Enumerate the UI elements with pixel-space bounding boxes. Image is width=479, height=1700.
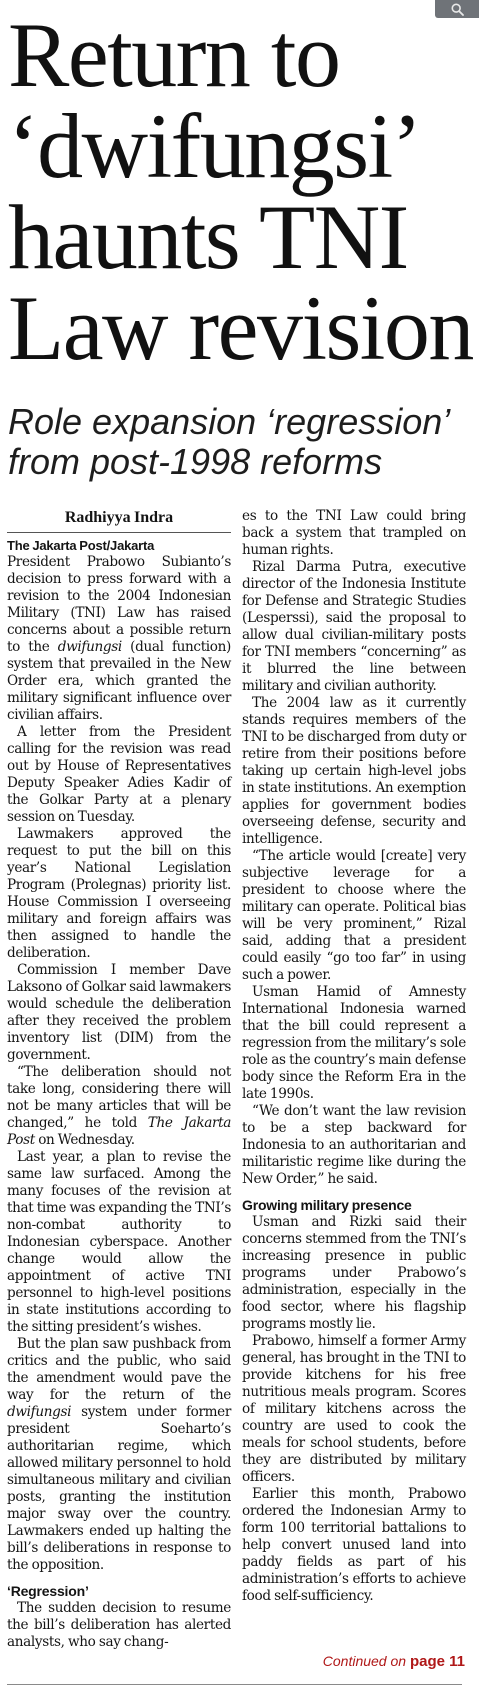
left-column [7,508,231,1651]
byline: Radhiyya Indra [7,508,231,533]
paragraph [7,1149,231,1336]
paragraph [242,1103,466,1188]
bottom-divider [7,1684,462,1685]
italic-text: dwifungsi [7,1404,72,1420]
paragraph [242,695,466,848]
text-run: Rizal Darma Putra, executive director of the Indonesia Institute for Defense and Strategic Studies (Lesperssi), said the proposal to allow dual civilian-military posts for TNI members “concerning” as it blurred the line between military and civilian authority. [242,559,466,694]
paragraph [242,1486,466,1605]
text-run: “The deliberation should not take long, considering there will not be many articles that will be changed,” he told [7,1064,231,1131]
paragraph [7,962,231,1064]
text-run: A letter from the President calling for the revision was read out by House of Representatives Deputy Speaker Adies Kadir of the Golkar Party at a plenary session on Tuesday. [7,724,231,825]
headline-line: ‘dwifungsi’ [8,95,421,197]
headline-line: Law revision [8,277,473,379]
headline [8,4,473,379]
search-icon [451,3,464,16]
paragraph [7,554,231,724]
paragraph [7,724,231,826]
headline-line: haunts TNI [8,186,408,288]
section-heading: Growing military presence [242,1197,412,1213]
right-column [242,508,466,1605]
paragraph [242,1333,466,1486]
text-run: Last year, a plan to revise the same law surfaced. Among the many focuses of the revision at that time was expanding the TNI’s non-combat authority to Indonesian cyberspace. Another change would allow the appointment of active TNI personnel to high-level positions in state institutions according to the sitting president’s wishes. [7,1149,231,1335]
continued-notice[interactable] [323,1653,465,1670]
text-run: on Wednesday. [34,1132,135,1148]
text-run: But the plan saw pushback from critics and the public, who said the amendment would pave the way for the return of the [7,1336,231,1403]
text-run: The 2004 law as it currently stands requires members of the TNI to be discharged from duty or retire from their positions before taking up certain high-level jobs in state institutions. An exemption applies for government bodies overseeing defense, security and intelligence. [242,695,466,847]
headline-line: Return to [8,4,340,106]
continued-page-link[interactable]: page 11 [409,1653,465,1670]
text-run: es to the TNI Law could bring back a system that trampled on human rights. [242,508,466,558]
paragraph [242,848,466,984]
paragraph [7,1600,231,1651]
text-run: Usman Hamid of Amnesty International Indonesia warned that the bill could represent a regression from the military’s sole role as the country’s main defense body since the Reform Era in the late 1990s. [242,984,466,1102]
text-run: The sudden decision to resume the bill’s deliberation has alerted analysts, who say chang- [7,1600,231,1650]
continued-label: Continued on [322,1653,407,1669]
paragraph [7,1336,231,1574]
text-run: Commission I member Dave Laksono of Golkar said lawmakers would schedule the deliberation after they received the problem inventory list (DIM) from the government. [7,962,231,1063]
subheadline-line: Role expansion ‘regression’ [8,401,451,442]
paragraph [7,826,231,962]
text-run: Usman and Rizki said their concerns stemmed from the TNI’s increasing presence in public programs under Prabowo’s administration, especially in the food sector, where his flagship programs mostly lie. [242,1214,466,1332]
text-run: “We don’t want the law revision to be a step backward for Indonesia to an authoritarian and militaristic regime like during the New Order,” he said. [242,1103,466,1187]
paragraph [242,984,466,1103]
text-run: system under former president Soeharto’s authoritarian regime, which allowed military personnel to hold simultaneous military and civilian posts, granting the institution major sway over the country. Lawmakers ended up halting the bill’s deliberations in response to the opposition. [7,1404,231,1573]
text-run: Lawmakers approved the request to put the bill on this year’s National Legislation Program (Prolegnas) priority list. House Commission I overseeing military and foreign affairs was then assigned to handle the deliberation. [7,826,231,961]
subheadline [8,401,451,482]
italic-text: dwifungsi [57,639,122,655]
italic-text: The Jakarta Post [7,1115,231,1148]
paragraph [242,508,466,559]
paragraph [242,559,466,695]
text-run: Earlier this month, Prabowo ordered the Indonesian Army to form 100 territorial battalions to help convert unused land into paddy fields as part of his administration’s efforts to achieve food self-sufficiency. [242,1486,466,1604]
text-run: “The article would [create] very subjective leverage for a president to choose where the military can operate. Political bias will be very prominent,” Rizal said, adding that a president could easily “go too far” in using such a power. [242,848,466,983]
section-heading: ‘Regression’ [7,1583,89,1599]
subheadline-line: from post-1998 reforms [8,441,383,482]
paragraph [7,1064,231,1149]
dateline: The Jakarta Post/Jakarta [7,538,155,553]
text-run: (dual function) system that prevailed in the New Order era, which granted the military significant influence over civilian affairs. [7,639,231,723]
text-run: Prabowo, himself a former Army general, has brought in the TNI to provide kitchens for his free nutritious meals program. Scores of military kitchens across the country are used to cook the meals for school students, before they are distributed by military officers. [242,1333,466,1485]
paragraph [242,1214,466,1333]
text-run: President Prabowo Subianto’s decision to press forward with a revision to the 2004 Indonesian Military (TNI) Law has raised concerns about a possible return to the [7,554,231,655]
